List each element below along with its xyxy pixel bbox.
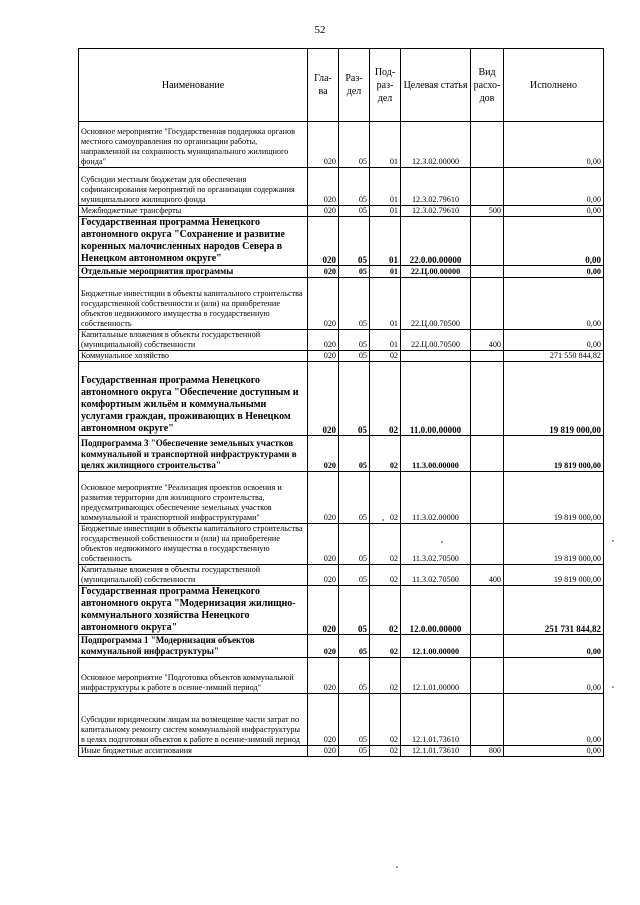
header-glava: Гла-ва	[308, 49, 339, 122]
cell-executed: 19 819 000,00	[504, 472, 604, 524]
table-row	[79, 635, 604, 658]
table-row	[79, 168, 604, 206]
table-row	[79, 524, 604, 565]
cell-glava: 020	[308, 122, 339, 168]
cell-name: Бюджетные инвестиции в объекты капитального строительства государственной собственности и (или) на приобретение объектов недвижимого имущества в государственную собственность	[79, 278, 308, 330]
cell-vid	[471, 217, 504, 266]
table-row	[79, 586, 604, 635]
cell-target: 22.0.00.00000	[401, 217, 471, 266]
cell-target: 11.3.02.70500	[401, 565, 471, 586]
cell-vid	[471, 351, 504, 362]
cell-target: 11.3.02.00000	[401, 472, 471, 524]
cell-target: 22.Ц.00.00000	[401, 266, 471, 278]
cell-name: Основное мероприятие "Подготовка объектов коммунальной инфраструктуры к работе в осенне-зимний период"	[79, 658, 308, 694]
cell-razdel: 05	[339, 362, 370, 436]
cell-glava: 020	[308, 351, 339, 362]
cell-name: Бюджетные инвестиции в объекты капитального строительства государственной собственности и (или) на приобретение объектов недвижимого имущества в государственную собственность	[79, 524, 308, 565]
cell-target: 12.3.02.79610	[401, 168, 471, 206]
cell-name: Капитальные вложения в объекты государственной (муниципальной) собственности	[79, 330, 308, 351]
cell-vid	[471, 694, 504, 746]
cell-podrazdel: 02	[370, 565, 401, 586]
table-row	[79, 206, 604, 217]
cell-executed: 271 550 844,82	[504, 351, 604, 362]
cell-podrazdel: 02	[370, 658, 401, 694]
table-row	[79, 217, 604, 266]
scan-speck	[382, 519, 384, 521]
header-podrazdel: Под-раз-дел	[370, 49, 401, 122]
cell-executed: 251 731 844,82	[504, 586, 604, 635]
budget-table	[78, 48, 604, 757]
cell-razdel: 05	[339, 524, 370, 565]
cell-vid: 500	[471, 206, 504, 217]
scan-speck	[612, 686, 614, 688]
cell-target: 11.0.00.00000	[401, 362, 471, 436]
cell-glava: 020	[308, 524, 339, 565]
cell-razdel: 05	[339, 122, 370, 168]
cell-podrazdel: 01	[370, 278, 401, 330]
cell-executed: 19 819 000,00	[504, 436, 604, 472]
cell-target: 22.Ц.00.70500	[401, 278, 471, 330]
cell-vid	[471, 586, 504, 635]
header-name: Наименование	[79, 49, 308, 122]
table-row	[79, 122, 604, 168]
cell-podrazdel: 02	[370, 472, 401, 524]
cell-vid	[471, 524, 504, 565]
cell-podrazdel: 02	[370, 586, 401, 635]
scan-speck	[441, 541, 443, 543]
cell-target: 12.0.00.00000	[401, 586, 471, 635]
cell-razdel: 05	[339, 586, 370, 635]
cell-razdel: 05	[339, 658, 370, 694]
table-row	[79, 330, 604, 351]
cell-target: 12.1.01.73610	[401, 746, 471, 757]
cell-name: Капитальные вложения в объекты государственной (муниципальной) собственности	[79, 565, 308, 586]
cell-razdel: 05	[339, 217, 370, 266]
cell-vid	[471, 436, 504, 472]
cell-podrazdel: 02	[370, 694, 401, 746]
table-row	[79, 266, 604, 278]
cell-glava: 020	[308, 586, 339, 635]
cell-vid	[471, 658, 504, 694]
cell-podrazdel: 02	[370, 362, 401, 436]
cell-razdel: 05	[339, 266, 370, 278]
cell-glava: 020	[308, 168, 339, 206]
cell-name: Подпрограмма 1 "Модернизация объектов коммунальной инфраструктуры"	[79, 635, 308, 658]
cell-executed: 19 819 000,00	[504, 362, 604, 436]
cell-podrazdel: 01	[370, 330, 401, 351]
cell-target: 12.1.01.73610	[401, 694, 471, 746]
cell-podrazdel: 01	[370, 168, 401, 206]
cell-name: Основное мероприятие "Государственная поддержка органов местного самоуправления по организации работы, направленной на сохранность муниципального жилищного фонда"	[79, 122, 308, 168]
cell-executed: 0,00	[504, 217, 604, 266]
cell-name: Иные бюджетные ассигнования	[79, 746, 308, 757]
cell-glava: 020	[308, 278, 339, 330]
cell-vid: 800	[471, 746, 504, 757]
header-target: Целевая статья	[401, 49, 471, 122]
cell-executed: 19 819 000,00	[504, 565, 604, 586]
cell-vid	[471, 278, 504, 330]
table-row	[79, 436, 604, 472]
cell-razdel: 05	[339, 206, 370, 217]
cell-executed: 0,00	[504, 658, 604, 694]
table-row	[79, 472, 604, 524]
cell-podrazdel: 01	[370, 206, 401, 217]
cell-vid	[471, 635, 504, 658]
cell-executed: 0,00	[504, 330, 604, 351]
cell-vid: 400	[471, 565, 504, 586]
table-row	[79, 351, 604, 362]
cell-podrazdel: 01	[370, 217, 401, 266]
cell-vid	[471, 472, 504, 524]
cell-glava: 020	[308, 635, 339, 658]
table-row	[79, 565, 604, 586]
cell-glava: 020	[308, 330, 339, 351]
cell-executed: 0,00	[504, 206, 604, 217]
cell-name: Государственная программа Ненецкого автономного округа "Модернизация жилищно-коммунального хозяйства Ненецкого автономного округа"	[79, 586, 308, 635]
cell-vid	[471, 362, 504, 436]
cell-executed: 0,00	[504, 694, 604, 746]
cell-razdel: 05	[339, 565, 370, 586]
cell-name: Государственная программа Ненецкого автономного округа "Сохранение и развитие коренных малочисленных народов Севера в Ненецком автономном округе"	[79, 217, 308, 266]
cell-glava: 020	[308, 694, 339, 746]
cell-target: 22.Ц.00.70500	[401, 330, 471, 351]
cell-vid	[471, 122, 504, 168]
cell-target: 12.3.02.00000	[401, 122, 471, 168]
cell-target: 12.1.00.00000	[401, 635, 471, 658]
cell-executed: 0,00	[504, 122, 604, 168]
cell-razdel: 05	[339, 278, 370, 330]
cell-glava: 020	[308, 658, 339, 694]
table-row	[79, 746, 604, 757]
cell-podrazdel: 01	[370, 266, 401, 278]
cell-razdel: 05	[339, 472, 370, 524]
cell-vid	[471, 266, 504, 278]
cell-target: 11.3.00.00000	[401, 436, 471, 472]
cell-target: 12.1.01.00000	[401, 658, 471, 694]
cell-name: Основное мероприятие "Реализация проектов освоения и развития территории для жилищного строительства, предусматривающих обеспечение земельных участков коммунальной и транспортной инфраструктурами"	[79, 472, 308, 524]
cell-executed: 19 819 000,00	[504, 524, 604, 565]
table-row	[79, 658, 604, 694]
cell-glava: 020	[308, 746, 339, 757]
cell-name: Субсидии юридическим лицам на возмещение части затрат по капитальному ремонту систем коммунальной инфраструктуры в целях подготовки объектов к работе в осенне-зимний период	[79, 694, 308, 746]
cell-name: Субсидии местным бюджетам для обеспечения софинансирования мероприятий по организации содержания муниципального жилищного фонда	[79, 168, 308, 206]
cell-razdel: 05	[339, 694, 370, 746]
header-vid: Вид расхо-дов	[471, 49, 504, 122]
table-row	[79, 694, 604, 746]
cell-name: Коммунальное хозяйство	[79, 351, 308, 362]
cell-podrazdel: 02	[370, 351, 401, 362]
cell-razdel: 05	[339, 330, 370, 351]
cell-name: Отдельные мероприятия программы	[79, 266, 308, 278]
cell-name: Государственная программа Ненецкого автономного округа "Обеспечение доступным и комфортным жильём и коммунальными услугами граждан, проживающих в Ненецком автономном округе"	[79, 362, 308, 436]
cell-vid	[471, 168, 504, 206]
table-body	[79, 122, 604, 757]
table-row	[79, 278, 604, 330]
cell-glava: 020	[308, 206, 339, 217]
cell-glava: 020	[308, 362, 339, 436]
cell-razdel: 05	[339, 436, 370, 472]
cell-executed: 0,00	[504, 635, 604, 658]
table-header-row	[79, 49, 604, 122]
cell-glava: 020	[308, 217, 339, 266]
cell-podrazdel: 01	[370, 122, 401, 168]
header-executed: Исполнено	[504, 49, 604, 122]
cell-vid: 400	[471, 330, 504, 351]
cell-executed: 0,00	[504, 266, 604, 278]
cell-podrazdel: 02	[370, 524, 401, 565]
scan-speck	[612, 540, 614, 542]
cell-razdel: 05	[339, 635, 370, 658]
cell-glava: 020	[308, 436, 339, 472]
cell-name: Межбюджетные трансферты	[79, 206, 308, 217]
cell-executed: 0,00	[504, 168, 604, 206]
cell-name: Подпрограмма 3 "Обеспечение земельных участков коммунальной и транспортной инфраструктурами в целях жилищного строительства"	[79, 436, 308, 472]
cell-razdel: 05	[339, 168, 370, 206]
cell-podrazdel: 02	[370, 746, 401, 757]
cell-target	[401, 351, 471, 362]
cell-glava: 020	[308, 472, 339, 524]
cell-target: 12.3.02.79610	[401, 206, 471, 217]
table-row	[79, 362, 604, 436]
cell-target: 11.3.02.70500	[401, 524, 471, 565]
cell-glava: 020	[308, 565, 339, 586]
cell-executed: 0,00	[504, 746, 604, 757]
header-razdel: Раз-дел	[339, 49, 370, 122]
cell-executed: 0,00	[504, 278, 604, 330]
cell-razdel: 05	[339, 351, 370, 362]
cell-razdel: 05	[339, 746, 370, 757]
cell-podrazdel: 02	[370, 436, 401, 472]
cell-podrazdel: 02	[370, 635, 401, 658]
scan-speck	[396, 866, 398, 868]
page-number: 52	[314, 24, 326, 36]
cell-glava: 020	[308, 266, 339, 278]
